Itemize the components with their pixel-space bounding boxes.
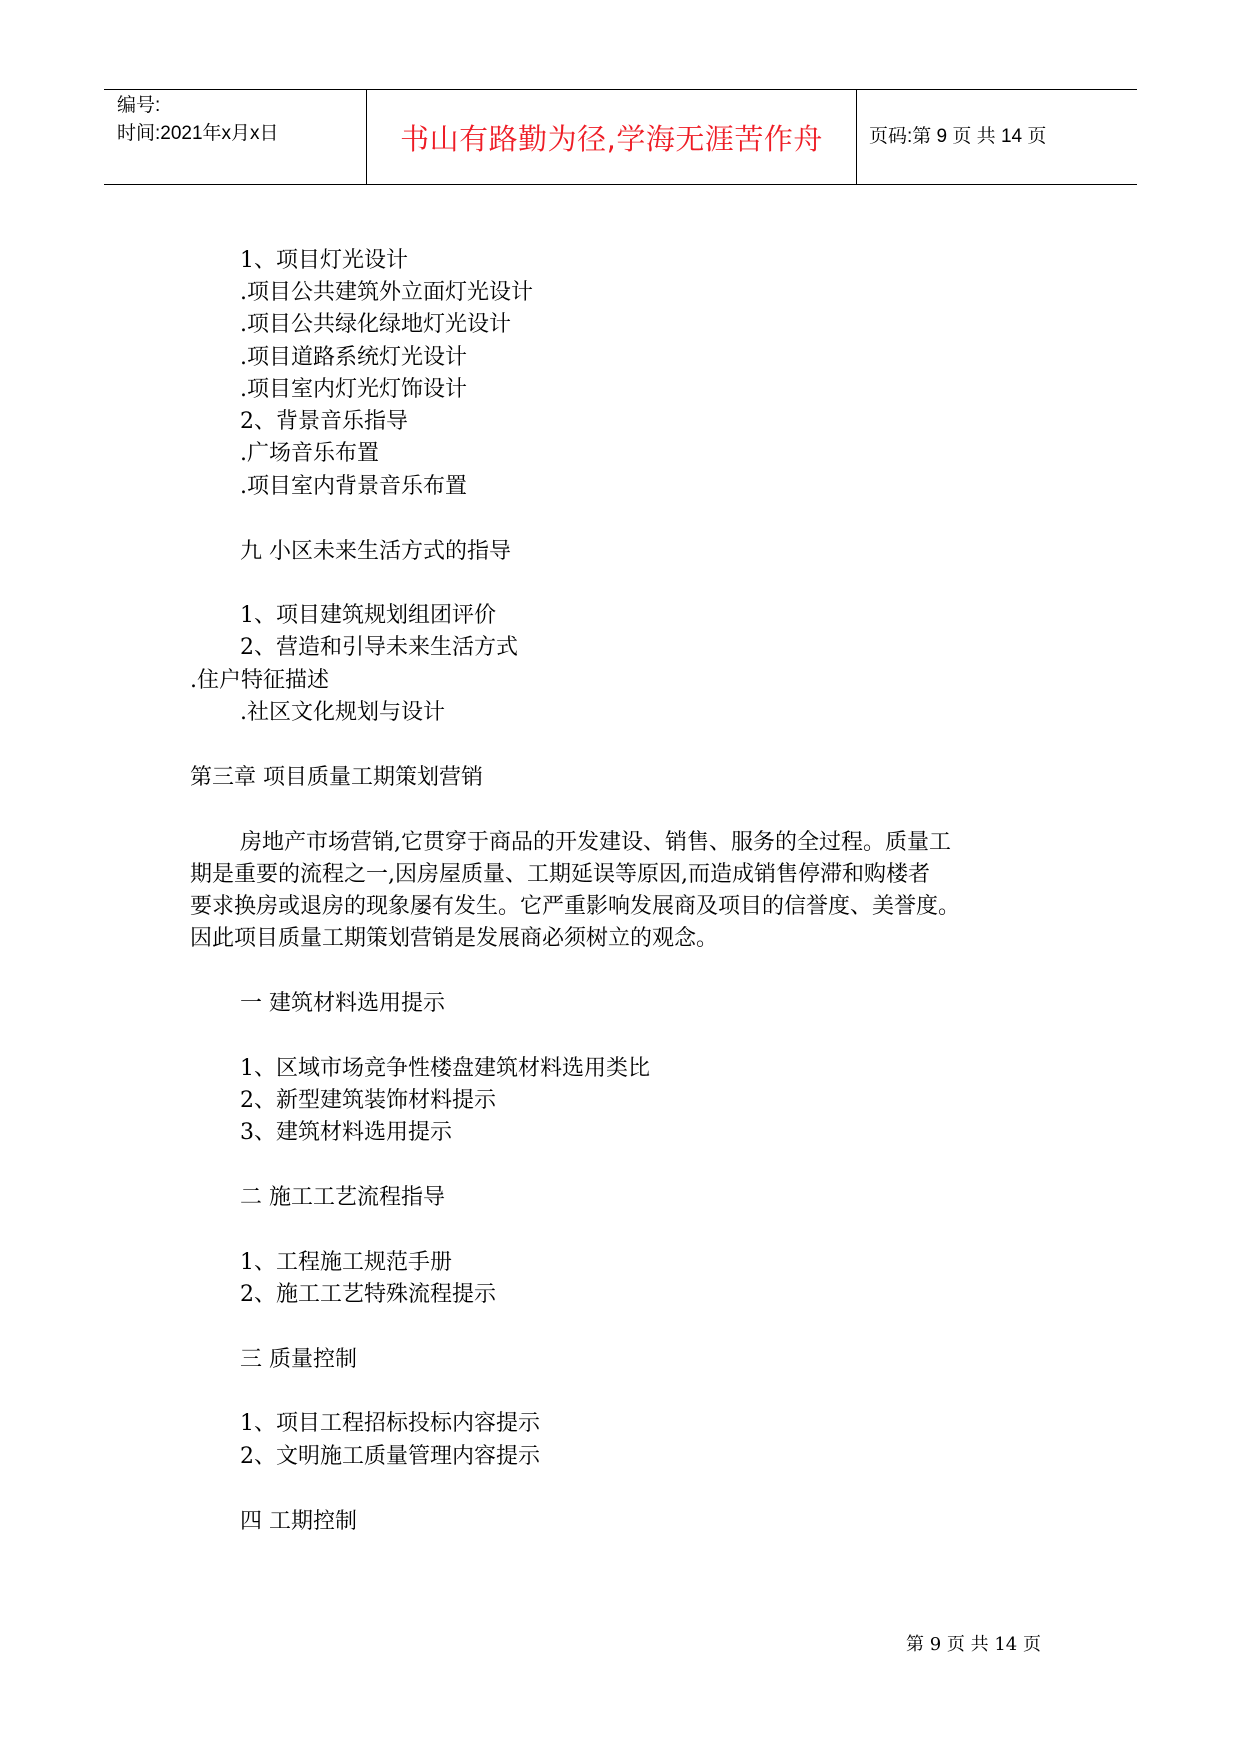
list-item: 2、文明施工质量管理内容提示 (240, 1444, 540, 1469)
list-item: 3、建筑材料选用提示 (240, 1120, 452, 1145)
list-item: .项目道路系统灯光设计 (240, 345, 467, 370)
page-footer: 第 9 页 共 14 页 (906, 1634, 1041, 1655)
paragraph-line: 要求换房或退房的现象屡有发生。它严重影响发展商及项目的信誉度、美誉度。 (190, 894, 961, 919)
header-number-label: 编号: (117, 95, 161, 116)
list-item: .住户特征描述 (190, 668, 329, 693)
section-heading: 二 施工工艺流程指导 (240, 1185, 445, 1210)
paragraph-line: 因此项目质量工期策划营销是发展商必须树立的观念。 (190, 926, 719, 951)
paragraph-line: 期是重要的流程之一,因房屋质量、工期延误等原因,而造成销售停滞和购楼者 (190, 862, 930, 887)
list-item: 2、营造和引导未来生活方式 (240, 635, 518, 660)
header-page-label: 页码:第 9 页 共 14 页 (869, 126, 1047, 147)
header-divider (856, 90, 857, 184)
list-item: 1、工程施工规范手册 (240, 1250, 452, 1275)
section-heading: 四 工期控制 (240, 1509, 357, 1534)
header-time-label: 时间:2021年x月x日 (117, 123, 279, 144)
section-heading: 三 质量控制 (240, 1347, 357, 1372)
list-item: 2、背景音乐指导 (240, 409, 408, 434)
list-item: 2、施工工艺特殊流程提示 (240, 1282, 496, 1307)
list-item: .广场音乐布置 (240, 441, 379, 466)
paragraph-line: 房地产市场营销,它贯穿于商品的开发建设、销售、服务的全过程。质量工 (240, 830, 951, 855)
header-motto: 书山有路勤为径,学海无涯苦作舟 (400, 122, 823, 156)
list-item: .社区文化规划与设计 (240, 700, 445, 725)
section-heading: 九 小区未来生活方式的指导 (240, 539, 511, 564)
list-item: 2、新型建筑装饰材料提示 (240, 1088, 496, 1113)
list-item: 1、区域市场竞争性楼盘建筑材料选用类比 (240, 1056, 650, 1081)
chapter-heading: 第三章 项目质量工期策划营销 (190, 765, 483, 790)
list-item: 1、项目工程招标投标内容提示 (240, 1411, 540, 1436)
body-paragraph (190, 827, 1070, 955)
page-header (104, 89, 1137, 185)
list-item: .项目室内灯光灯饰设计 (240, 377, 467, 402)
list-item: .项目室内背景音乐布置 (240, 474, 467, 499)
header-meta (117, 92, 367, 148)
list-item: .项目公共绿化绿地灯光设计 (240, 312, 511, 337)
list-item: .项目公共建筑外立面灯光设计 (240, 280, 533, 305)
section-heading: 一 建筑材料选用提示 (240, 991, 445, 1016)
list-item: 1、项目灯光设计 (240, 248, 408, 273)
list-item: 1、项目建筑规划组团评价 (240, 603, 496, 628)
